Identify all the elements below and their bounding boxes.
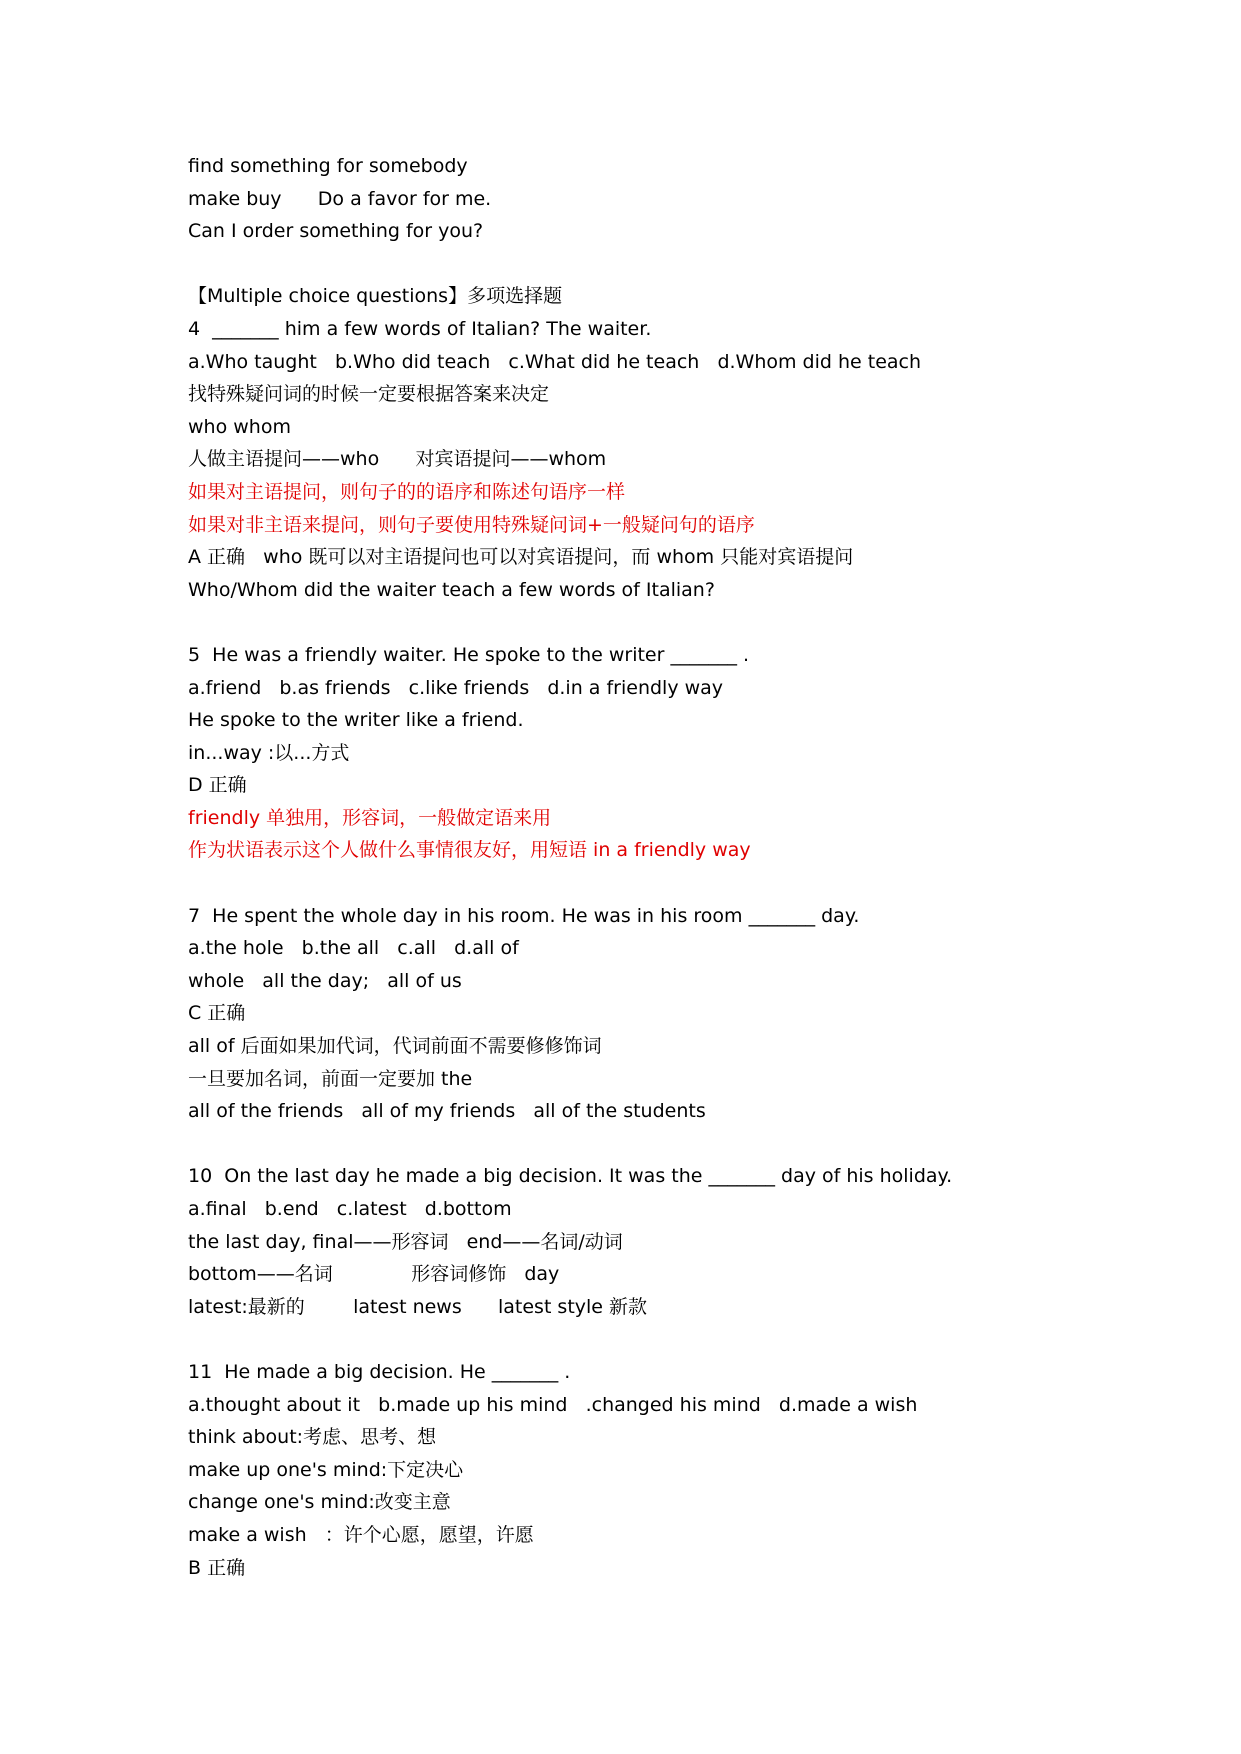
text-line: 11 He made a big decision. He _______ .	[188, 1360, 571, 1383]
text-line: 作为状语表示这个人做什么事情很友好，用短语 in a friendly way	[188, 839, 751, 862]
text-line: 【Multiple choice questions】多项选择题	[188, 285, 563, 308]
text-line: a.the hole b.the all c.all d.all of	[188, 937, 519, 960]
text-line: make a wish ：许个心愿，愿望，许愿	[188, 1523, 534, 1546]
text-line: a.final b.end c.latest d.bottom	[188, 1198, 512, 1220]
text-line: friendly 单独用，形容词，一般做定语来用	[188, 806, 552, 829]
text-line: D 正确	[188, 774, 247, 797]
text-line: change one's mind:改变主意	[188, 1491, 451, 1514]
text-line: all of the friends all of my friends all of the students	[188, 1100, 706, 1123]
text-line: 7 He spent the whole day in his room. He was in his room _______ day.	[188, 904, 860, 927]
text-line: make up one's mind:下定决心	[188, 1458, 464, 1481]
blank-line	[188, 248, 1088, 281]
text-line: 一旦要加名词，前面一定要加 the	[188, 1067, 473, 1090]
text-line: He spoke to the writer like a friend.	[188, 709, 524, 732]
text-line: 人做主语提问——who 对宾语提问——whom	[188, 448, 607, 471]
text-line: Can I order something for you?	[188, 220, 484, 243]
text-line: a.thought about it b.made up his mind .changed his mind d.made a wish	[188, 1393, 918, 1416]
text-line: 如果对主语提问，则句子的的语序和陈述句语序一样	[188, 480, 626, 503]
text-line: Who/Whom did the waiter teach a few words of Italian?	[188, 578, 715, 601]
text-line: in...way :以...方式	[188, 741, 350, 764]
text-line: whole all the day; all of us	[188, 969, 462, 992]
text-line: a.friend b.as friends c.like friends d.in a friendly way	[188, 676, 724, 699]
text-line: think about:考虑、思考、想	[188, 1426, 437, 1449]
text-line: make buy Do a favor for me.	[188, 187, 492, 210]
text-line: 找特殊疑问词的时候一定要根据答案来决定	[188, 383, 550, 406]
text-line: 5 He was a friendly waiter. He spoke to the writer _______ .	[188, 643, 750, 666]
text-line: C 正确	[188, 1002, 246, 1025]
text-line: who whom	[188, 415, 291, 438]
blank-line	[188, 1128, 1088, 1161]
text-line: 10 On the last day he made a big decision. It was the _______ day of his holiday.	[188, 1165, 953, 1188]
text-line: 如果对非主语来提问，则句子要使用特殊疑问词+一般疑问句的语序	[188, 513, 755, 536]
text-line: B 正确	[188, 1556, 246, 1579]
text-line: find something for somebody	[188, 155, 468, 177]
blank-line	[188, 867, 1088, 900]
text-line: 4 _______ him a few words of Italian? The waiter.	[188, 317, 652, 340]
text-line: A 正确 who 既可以对主语提问也可以对宾语提问，而 whom 只能对宾语提问	[188, 546, 854, 569]
blank-line	[188, 1323, 1088, 1356]
document-page	[188, 150, 1088, 1584]
text-line: a.Who taught b.Who did teach c.What did he teach d.Whom did he teach	[188, 350, 922, 373]
text-line: latest:最新的 latest news latest style 新款	[188, 1295, 648, 1318]
text-line: the last day, final——形容词 end——名词/动词	[188, 1230, 623, 1253]
text-line: bottom——名词 形容词修饰 day	[188, 1263, 560, 1286]
text-line: all of 后面如果加代词，代词前面不需要修修饰词	[188, 1035, 602, 1058]
blank-line	[188, 606, 1088, 639]
